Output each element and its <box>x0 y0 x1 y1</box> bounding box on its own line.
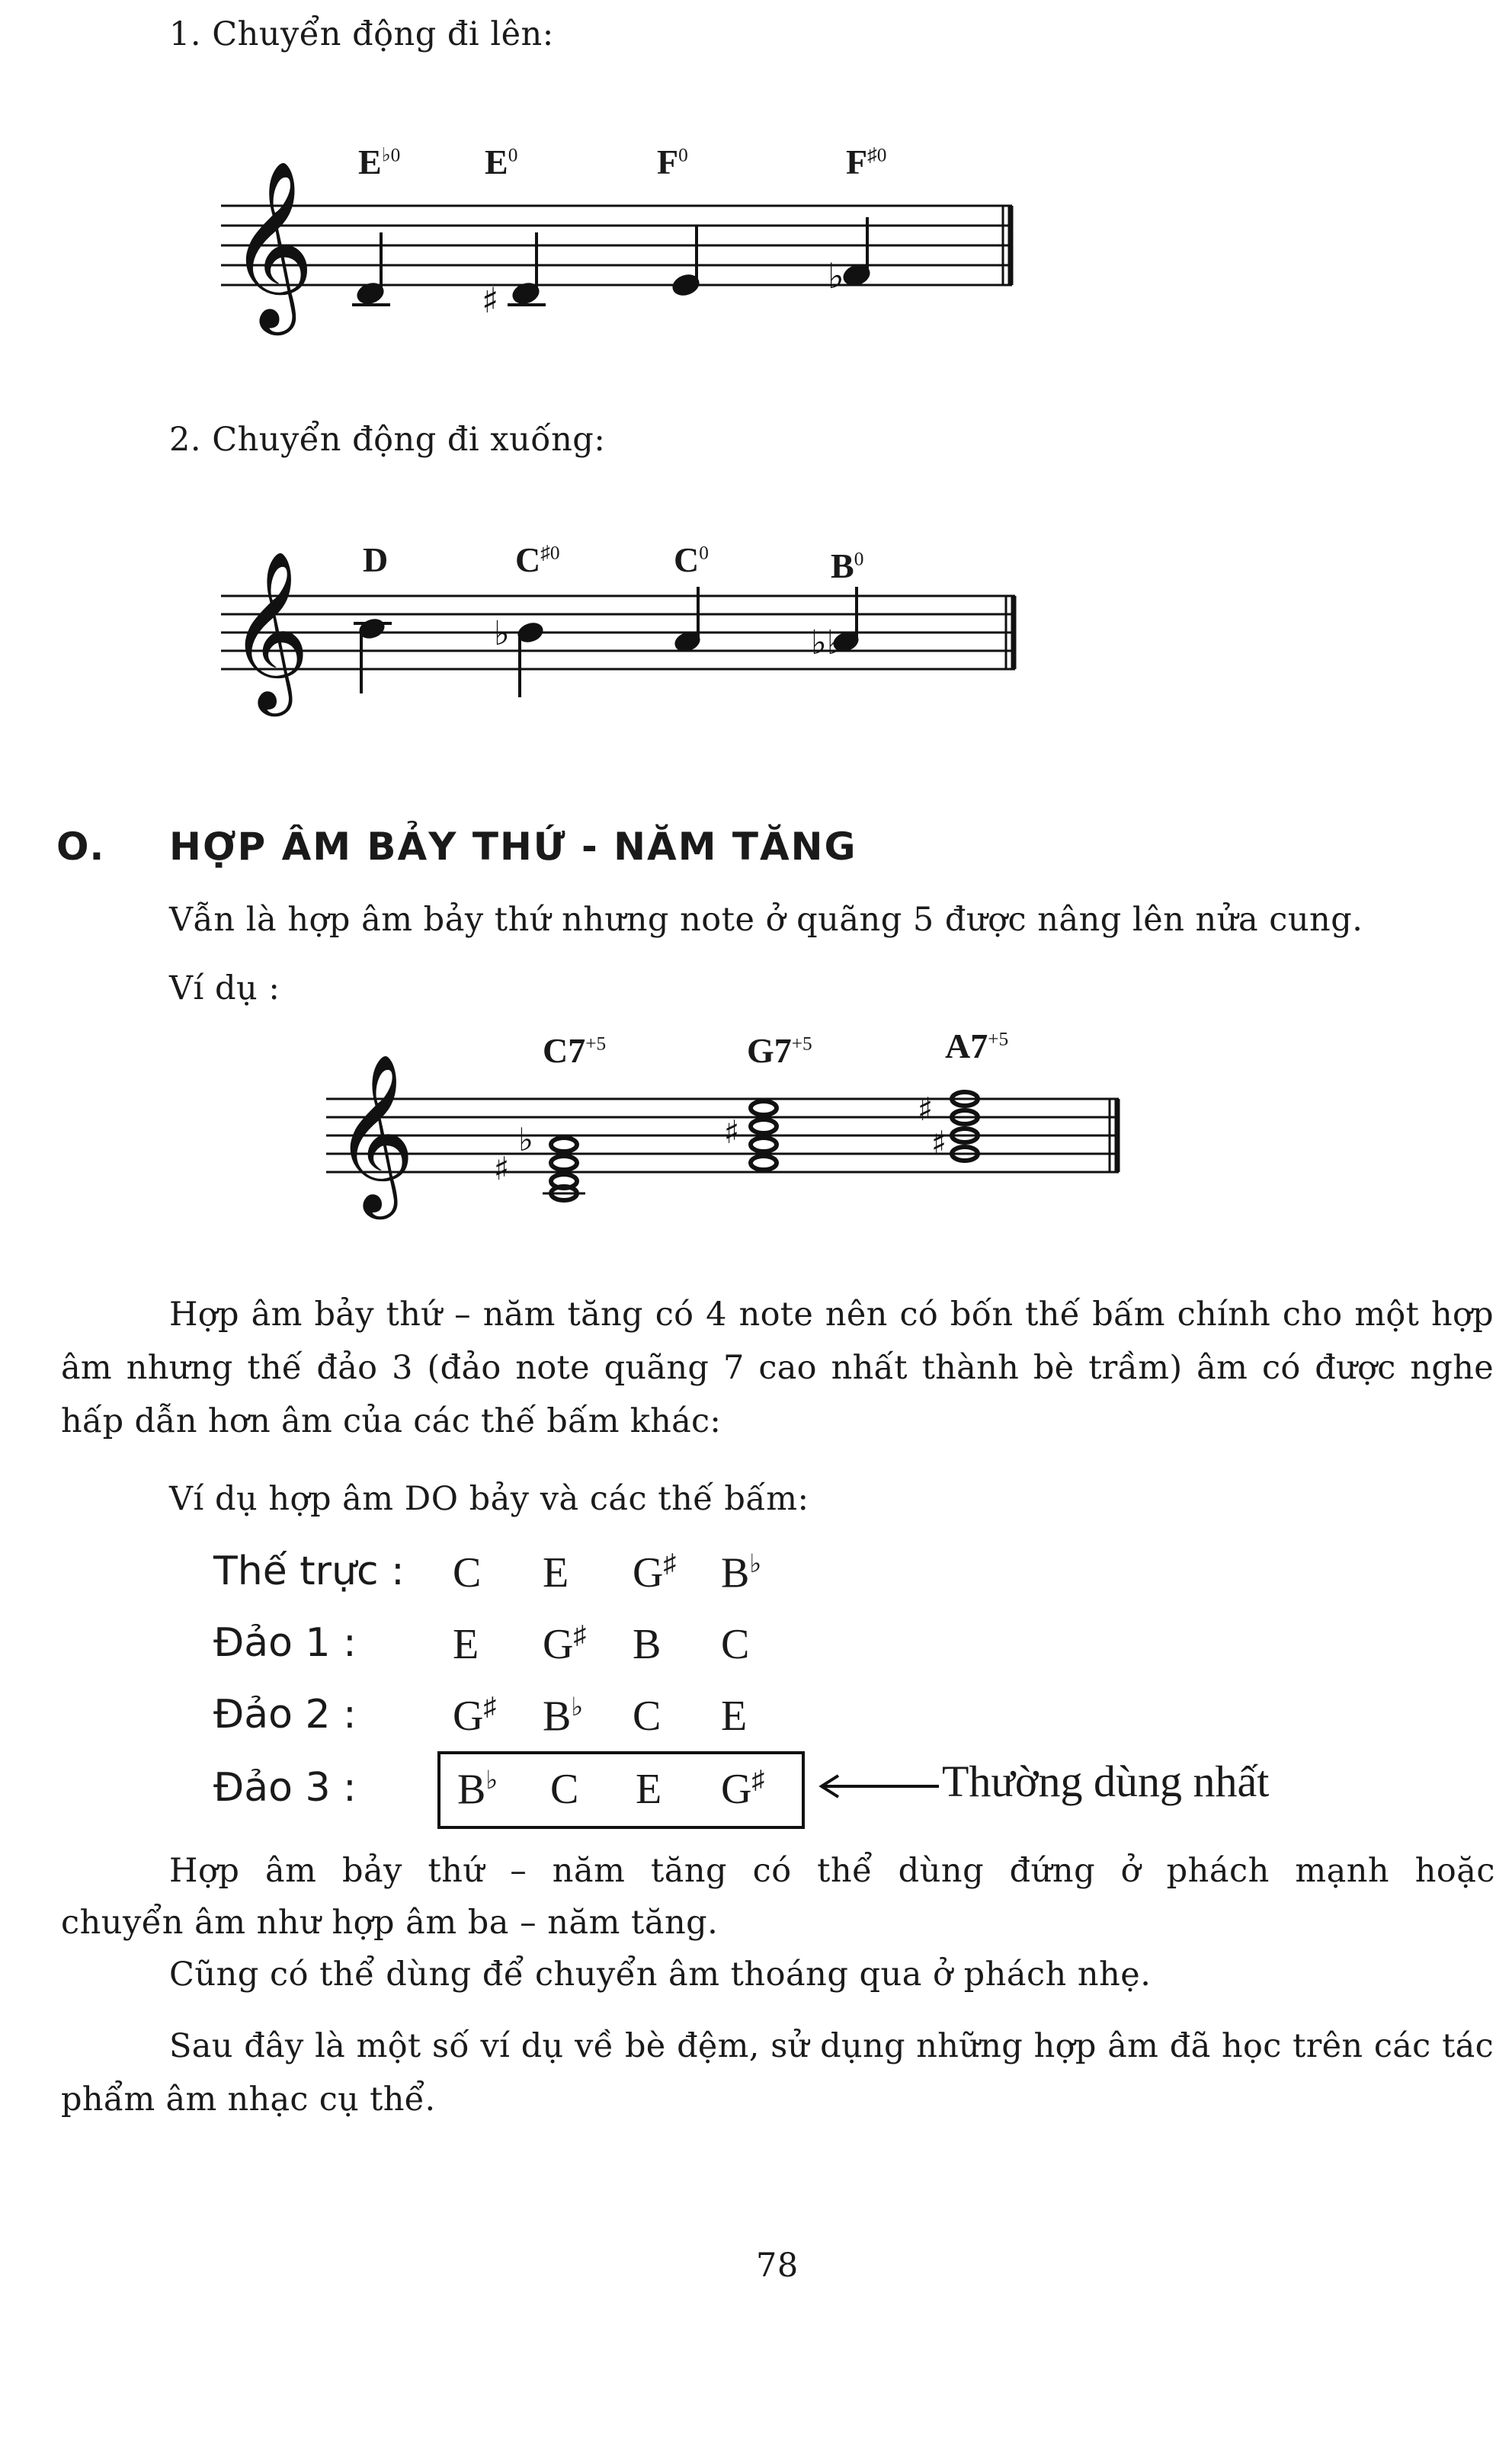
example-label: Ví dụ : <box>169 969 280 1007</box>
section2-title: 2. Chuyển động đi xuống: <box>169 421 606 459</box>
inversion-label: Thế trực : <box>213 1549 405 1594</box>
chord-label: $A7^{+5}$ <box>945 1027 1009 1065</box>
note: C <box>550 1766 579 1813</box>
flat-icon: ♭ <box>828 255 844 296</box>
sharp-icon: ♯ <box>931 1124 947 1161</box>
note: G♯ <box>633 1549 677 1597</box>
sharp-icon: ♯ <box>494 1150 510 1187</box>
flat-icon: ♭ <box>494 614 510 653</box>
chord-label: $E^{♭0}$ <box>358 143 401 181</box>
note: G♯ <box>543 1621 587 1668</box>
note: C <box>453 1549 482 1597</box>
inversion-label: Đảo 3 : <box>213 1765 357 1811</box>
paragraph-2-line-2: chuyển âm như hợp âm ba – năm tăng. <box>61 1904 719 1942</box>
intro-text: Vẫn là hợp âm bảy thứ nhưng note ở quãng 5 được nâng lên nửa cung. <box>169 901 1363 939</box>
chord-label: D <box>363 540 389 579</box>
paragraph-4: Sau đây là một số ví dụ về bè đệm, sử dụng những hợp âm đã học trên các tác phẩm âm nhạc cụ thể. <box>61 2027 1494 2119</box>
page-number: 78 <box>756 2247 799 2285</box>
note: C <box>721 1621 750 1668</box>
chord-label: $E^0$ <box>485 143 518 181</box>
treble-clef-icon: 𝄞 <box>334 1053 415 1212</box>
note: B♭ <box>543 1693 584 1741</box>
note: B <box>633 1621 662 1668</box>
note: E <box>453 1621 479 1668</box>
note: B♭ <box>457 1766 498 1814</box>
note: B♭ <box>721 1549 762 1597</box>
chord-label: $F^{♯0}$ <box>846 143 887 181</box>
chord-label: $C^{♯0}$ <box>515 540 560 579</box>
paragraph-2-line-1: Hợp âm bảy thứ – năm tăng có thể dùng đứng ở phách mạnh hoặc <box>169 1852 1495 1890</box>
note: E <box>636 1766 662 1813</box>
section-heading: HỢP ÂM BẢY THỨ - NĂM TĂNG <box>169 825 857 869</box>
flat-icon: ♭ <box>518 1121 533 1158</box>
inversion-label: Đảo 1 : <box>213 1620 357 1666</box>
sharp-icon: ♯ <box>918 1091 934 1128</box>
double-flat-icon: ♭♭ <box>811 623 843 662</box>
example2-label: Ví dụ hợp âm DO bảy và các thế bấm: <box>169 1480 809 1518</box>
paragraph-3: Cũng có thể dùng để chuyển âm thoáng qua ở phách nhẹ. <box>169 1955 1152 1994</box>
note: G♯ <box>453 1693 497 1740</box>
callout-text: Thường dùng nhất <box>942 1757 1270 1806</box>
sharp-icon: ♯ <box>482 280 499 321</box>
note: C <box>633 1693 662 1740</box>
chord-label: $C7^{+5}$ <box>543 1031 607 1070</box>
note: E <box>543 1549 569 1597</box>
chord-label: $G7^{+5}$ <box>747 1031 812 1070</box>
section-marker: O. <box>56 825 106 869</box>
paragraph-1: Hợp âm bảy thứ – năm tăng có 4 note nên có bốn thế bấm chính cho một hợp âm nhưng thế đảo 3 (đảo note quãng 7 cao nhất thành bè trầm) âm có được nghe hấp dẫn hơn âm của các thế bấm khác: <box>61 1296 1494 1440</box>
inversion-label: Đảo 2 : <box>213 1692 357 1738</box>
note: E <box>721 1693 748 1740</box>
chord-label: $F^0$ <box>657 143 688 181</box>
chord-label: $C^0$ <box>674 540 709 579</box>
treble-clef-icon: 𝄞 <box>229 550 310 709</box>
sharp-icon: ♯ <box>724 1113 740 1151</box>
treble-clef-icon: 𝄞 <box>229 159 315 328</box>
note: G♯ <box>721 1766 765 1813</box>
chord-label: $B^0$ <box>831 546 864 585</box>
section1-title: 1. Chuyển động đi lên: <box>169 15 554 53</box>
